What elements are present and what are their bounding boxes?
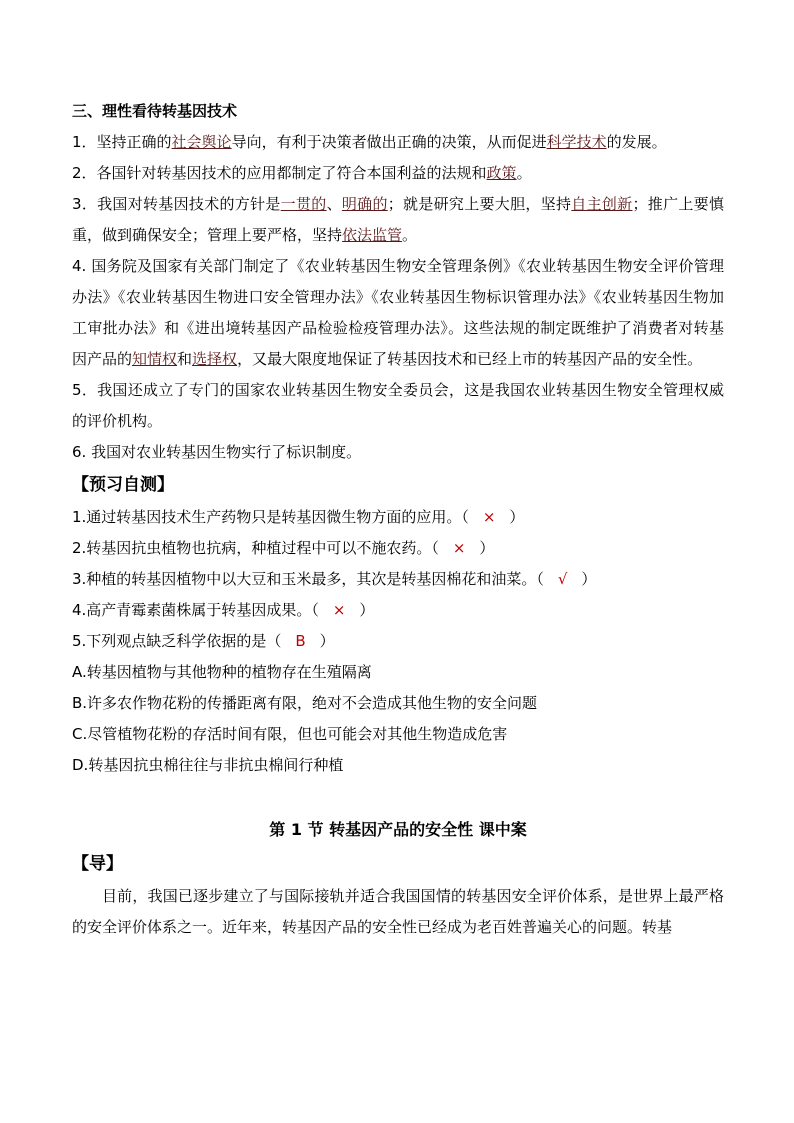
question-item (72, 533, 724, 564)
section-item (72, 251, 724, 375)
underlined-term: 明确的 (341, 195, 388, 213)
underlined-term: 一贯的 (280, 195, 327, 213)
underlined-term: 选择权 (192, 350, 238, 368)
question-text: 1.通过转基因技术生产药物只是转基因微生物方面的应用。（ (72, 508, 469, 526)
section-item (72, 127, 724, 158)
question-answer: B (295, 632, 306, 650)
item-text: ，又最大限度地保证了转基因技术和已经上市的转基因产品的安全性。 (237, 350, 703, 368)
underlined-term: 政策 (486, 164, 517, 182)
question-close-paren: ） (359, 601, 375, 619)
guide-paragraph: 目前，我国已逐步建立了与国际接轨并适合我国国情的转基因安全评价体系，是世界上最严格的安全评价体系之一。近年来，转基因产品的安全性已经成为老百姓普遍关心的问题。转基 (72, 887, 724, 936)
underlined-term: 依法监管 (342, 226, 403, 244)
item-text: 导向，有利于决策者做出正确的决策，从而促进 (231, 133, 547, 151)
preview-heading: 【预习自测】 (72, 475, 174, 495)
item-text: 1．坚持正确的 (72, 133, 172, 151)
section-item (72, 375, 724, 437)
guide-heading: 【导】 (72, 854, 123, 874)
section-item (72, 189, 724, 251)
underlined-term: 科学技术 (546, 133, 607, 151)
section-item (72, 158, 724, 189)
item-text: 5．我国还成立了专门的国家农业转基因生物安全委员会，这是我国农业转基因生物安全管理权威的评价机构。 (72, 381, 724, 430)
document-page (72, 96, 724, 943)
item-text: 。 (516, 164, 532, 182)
choice-option: B.许多农作物花粉的传播距离有限，绝对不会造成其他生物的安全问题 (72, 694, 538, 712)
question-item (72, 626, 724, 657)
item-text: 2．各国针对转基因技术的应用都制定了符合本国利益的法规和 (72, 164, 487, 182)
question-text: 4.高产青霉素菌株属于转基因成果。（ (72, 601, 319, 619)
question-answer: √ (557, 570, 568, 588)
choice-option: C.尽管植物花粉的存活时间有限，但也可能会对其他生物造成危害 (72, 725, 508, 743)
question-item (72, 564, 724, 595)
choice-option: A.转基因植物与其他物种的植物存在生殖隔离 (72, 663, 372, 681)
question-answer: × (332, 601, 346, 619)
section-items (72, 127, 724, 468)
question-text: 2.转基因抗虫植物也抗病，种植过程中可以不施农药。（ (72, 539, 439, 557)
question-close-paren: ） (509, 508, 525, 526)
question-item (72, 595, 724, 626)
item-text: ；就是研究上要大胆，坚持 (387, 195, 572, 213)
question-item (72, 502, 724, 533)
preview-questions (72, 502, 724, 657)
question-answer: × (482, 508, 496, 526)
underlined-term: 社会舆论 (171, 133, 232, 151)
question-answer: × (452, 539, 466, 557)
preview-options (72, 657, 724, 781)
lesson-title: 第 1 节 转基因产品的安全性 课中案 (269, 820, 527, 839)
choice-option: D.转基因抗虫棉往往与非抗虫棉间行种植 (72, 756, 344, 774)
item-text: 、 (326, 195, 342, 213)
section-item (72, 437, 724, 468)
question-text: 5.下列观点缺乏科学依据的是（ (72, 632, 282, 650)
item-text: 6. 我国对农业转基因生物实行了标识制度。 (72, 443, 362, 461)
item-text: 的发展。 (606, 133, 667, 151)
item-text: 。 (402, 226, 418, 244)
item-text: 3．我国对转基因技术的方针是 (72, 195, 281, 213)
item-text: ；推广上要慎重，做到确保安全；管理上要严格，坚持 (72, 195, 724, 244)
underlined-term: 知情权 (132, 350, 178, 368)
question-text: 3.种植的转基因植物中以大豆和玉米最多，其次是转基因棉花和油菜。（ (72, 570, 544, 588)
section-heading: 三、理性看待转基因技术 (72, 102, 238, 120)
question-close-paren: ） (319, 632, 335, 650)
item-text: 4. 国务院及国家有关部门制定了《农业转基因生物安全管理条例》《农业转基因生物安全评价管理办法》《农业转基因生物进口安全管理办法》《农业转基因生物标识管理办法》《农业转基因生物加工审批办法》和《进出境转基因产品检验检疫管理办法》。这些法规的制定既维护了消费者对转基因产品的 (72, 257, 724, 368)
item-text: 和 (177, 350, 193, 368)
underlined-term: 自主创新 (571, 195, 633, 213)
question-close-paren: ） (479, 539, 495, 557)
question-close-paren: ） (581, 570, 597, 588)
